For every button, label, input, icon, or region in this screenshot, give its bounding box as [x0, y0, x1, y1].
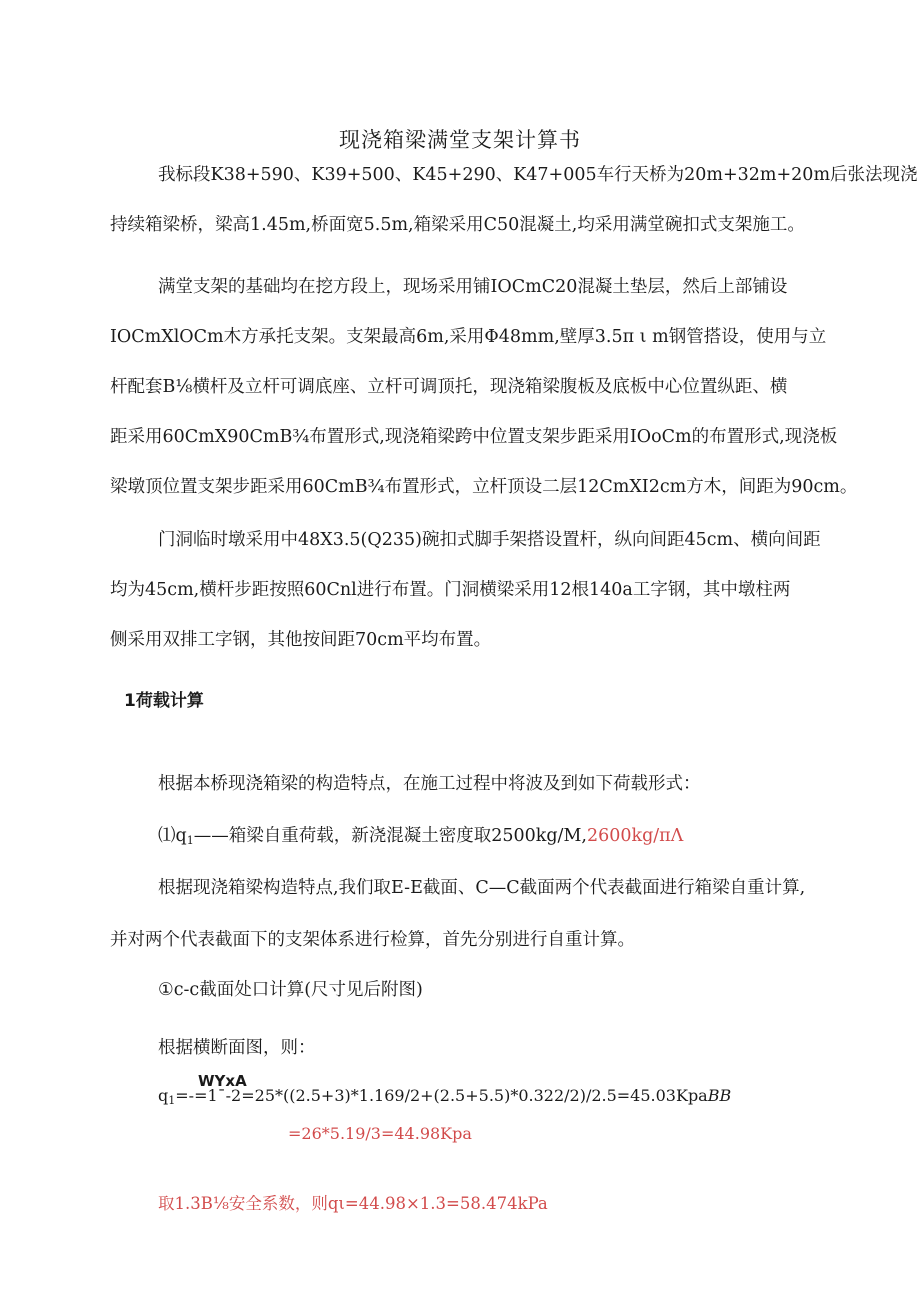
text-line: 侧采用双排工字钢，其他按间距70cm平均布置。	[110, 630, 492, 650]
cross-section-text: 根据横断面图，则：	[158, 1038, 316, 1058]
formula-overlay-label: WYxA	[198, 1072, 247, 1090]
formula-prefix: q	[158, 1086, 169, 1105]
text-line: 梁墩顶位置支架步距采用60CmB¾布置形式，立杆顶设二层12CmXI2cm方木，间距为90cm。	[110, 477, 858, 497]
intro-paragraph	[110, 150, 918, 250]
text-line: 杆配套B⅛横杆及立杆可调底座、立杆可调顶托，现浇箱梁腹板及底板中心位置纵距、横	[110, 377, 788, 397]
page-title: 现浇箱梁满堂支架计算书	[339, 128, 581, 152]
text-line: 满堂支架的基础均在挖方段上，现场采用铺IOCmC20混凝土垫层，然后上部铺设	[158, 277, 788, 297]
text-line: 门洞临时墩采用中48X3.5(Q235)碗扣式脚手架搭设置杆，纵向间距45cm、横向间距	[158, 530, 821, 550]
section-text-line: 根据现浇箱梁构造特点,我们取E-E截面、C—C截面两个代表截面进行箱梁自重计算,	[158, 878, 806, 898]
q1-prefix: ⑴q	[158, 826, 187, 846]
door-paragraph	[110, 515, 845, 665]
text-line: IOCmXlOCm木方承托支架。支架最高6m,采用Φ48mm,壁厚3.5π ι m钢管搭设，使用与立	[110, 327, 827, 347]
formula-subscript: 1	[168, 1094, 176, 1107]
text-line: 持续箱梁桥，梁高1.45m,桥面宽5.5m,箱梁采用C50混凝土,均采用满堂碗扣式支架施工。	[110, 215, 805, 235]
safety-factor-annotation: 取1.3B⅛安全系数，则qι=44.98×1.3=58.474kPa	[158, 1194, 548, 1213]
text-line: 我标段K38+590、K39+500、K45+290、K47+005车行天桥为20m+32m+20m后张法现浇	[158, 165, 918, 185]
q1-text: ——箱梁自重荷载，新浇混凝土密度取2500kg/M,	[193, 826, 587, 846]
q1-subscript: 1	[186, 834, 194, 847]
support-paragraph	[110, 262, 858, 512]
formula-annotation: =26*5.19/3=44.98Kpa	[288, 1124, 472, 1143]
cc-section-item: ①c-c截面处口计算(尺寸见后附图)	[158, 980, 423, 1000]
load-intro-text: 根据本桥现浇箱梁的构造特点，在施工过程中将波及到如下荷载形式：	[158, 774, 701, 794]
formula-line	[158, 1086, 731, 1107]
formula-text: =-=1ˉ-2=25*((2.5+3)*1.169/2+(2.5+5.5)*0.322/2)/2.5=45.03Kpa	[175, 1086, 708, 1105]
text-line: 距采用60CmX90CmB¾布置形式,现浇箱梁跨中位置支架步距采用IOoCm的布置形式,现浇板	[110, 427, 838, 447]
section-heading: 1荷载计算	[124, 691, 204, 711]
text-line: 均为45cm,横杆步距按照60Cnl进行布置。门洞横梁采用12根140a工字钢，其中墩柱两	[110, 580, 791, 600]
q1-definition	[158, 822, 683, 847]
q1-annotation: 2600kg/πΛ	[586, 826, 684, 846]
formula-tail: BB	[707, 1086, 732, 1105]
section-text-line: 并对两个代表截面下的支架体系进行检算，首先分别进行自重计算。	[110, 930, 635, 950]
